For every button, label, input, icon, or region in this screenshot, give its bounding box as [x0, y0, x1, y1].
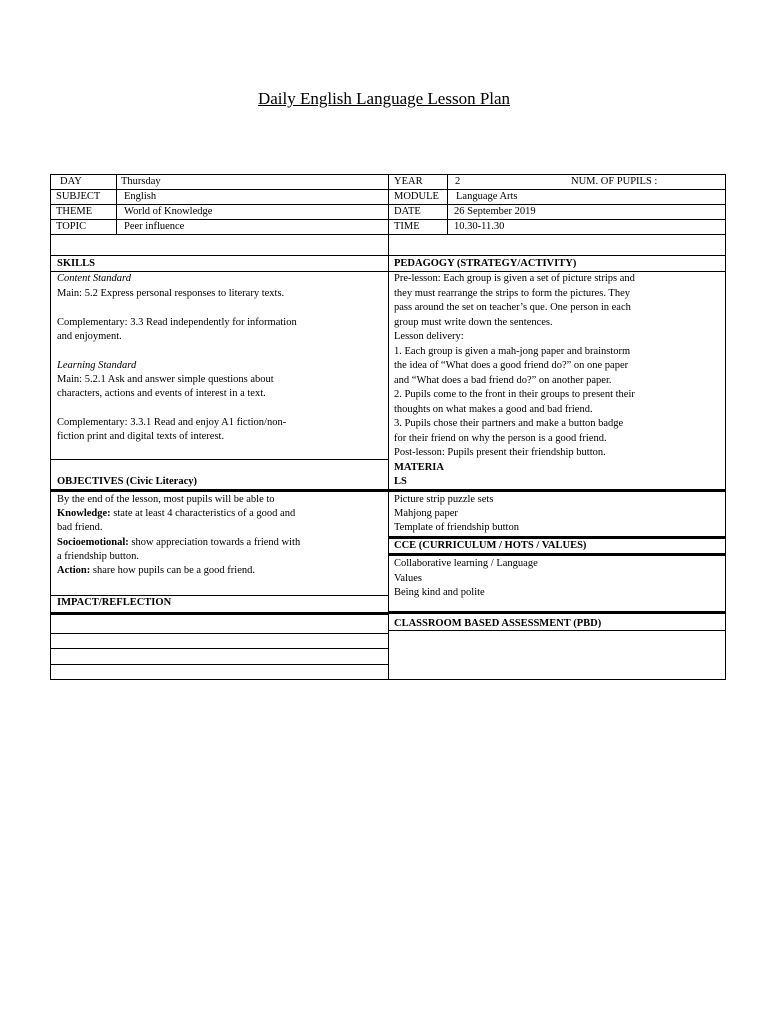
table-rule [50, 633, 388, 634]
objective-knowledge [57, 507, 295, 521]
page-title: Daily English Language Lesson Plan [257, 89, 511, 108]
table-divider [447, 174, 448, 234]
year-value: 2 [455, 176, 461, 187]
learning-comp-line2: fiction print and digital texts of interest. [57, 431, 225, 442]
skills-heading: SKILLS [57, 258, 95, 269]
impact-heading: IMPACT/REFLECTION [57, 597, 172, 608]
assessment-heading: CLASSROOM BASED ASSESSMENT (PBD) [394, 618, 602, 629]
cce-item: Collaborative learning / Language [394, 558, 538, 569]
theme-value: World of Knowledge [124, 206, 213, 217]
materials-item: Mahjong paper [394, 508, 458, 519]
content-main: Main: 5.2 Express personal responses to literary texts. [57, 288, 285, 299]
pupils-label: NUM. OF PUPILS : [571, 176, 658, 187]
pedagogy-line: 2. Pupils come to the front in their groups to present their [394, 389, 635, 400]
date-label: DATE [394, 206, 421, 217]
socio-label: Socioemotional: [57, 537, 129, 548]
time-label: TIME [394, 221, 420, 232]
objective-action [57, 564, 255, 578]
table-border-right [725, 174, 726, 680]
table-divider [388, 174, 389, 680]
content-comp-line2: and enjoyment. [57, 331, 122, 342]
cce-item: Being kind and polite [394, 587, 485, 598]
pedagogy-line: group must write down the sentences. [394, 316, 553, 328]
pedagogy-line: 1. Each group is given a mah-jong paper and brainstorm [394, 345, 631, 357]
module-value: Language Arts [456, 191, 518, 202]
table-rule-thick [388, 553, 725, 556]
content-standard-heading: Content Standard [57, 273, 131, 284]
learning-standard-heading: Learning Standard [57, 360, 137, 371]
pedagogy-line: for their friend on why the person is a good friend. [394, 432, 607, 444]
content-comp-line1: Complementary: 3.3 Read independently for information [57, 317, 297, 328]
day-value: Thursday [121, 176, 161, 187]
theme-label: THEME [56, 206, 93, 217]
objective-socio [57, 536, 300, 550]
pedagogy-line: pass around the set on teacher’s que. One person in each [394, 302, 631, 313]
learning-main-line1: Main: 5.2.1 Ask and answer simple questions about [57, 374, 274, 385]
cce-heading: CCE (CURRICULUM / HOTS / VALUES) [394, 540, 587, 551]
materials-heading-cont: LS [394, 476, 407, 487]
module-label: MODULE [394, 191, 439, 202]
subject-value: English [124, 191, 157, 202]
table-divider [116, 174, 117, 234]
pedagogy-line: Lesson delivery: [394, 331, 464, 342]
pedagogy-line: the idea of “What does a good friend do?” on one paper [394, 360, 629, 371]
table-rule-thick [50, 612, 388, 615]
materials-item: Picture strip puzzle sets [394, 494, 494, 505]
action-label: Action: [57, 565, 91, 576]
table-rule [50, 648, 388, 649]
pedagogy-line: thoughts on what makes a good and bad friend. [394, 403, 593, 415]
pedagogy-line: Pre-lesson: Each group is given a set of picture strips and [394, 273, 635, 284]
objectives-heading: OBJECTIVES (Civic Literacy) [57, 476, 197, 487]
pedagogy-line: 3. Pupils chose their partners and make a button badge [394, 418, 624, 429]
materials-item: Template of friendship button [394, 522, 519, 533]
pedagogy-line: and “What does a bad friend do?” on another paper. [394, 374, 612, 386]
topic-value: Peer influence [124, 221, 185, 232]
pedagogy-heading: PEDAGOGY (STRATEGY/ACTIVITY) [394, 258, 577, 269]
socio-text: show appreciation towards a friend with [128, 537, 301, 548]
table-rule [50, 459, 388, 460]
materials-heading: MATERIA [394, 462, 444, 473]
cce-item: Values [394, 573, 422, 584]
table-rule [50, 664, 388, 665]
objectives-intro: By the end of the lesson, most pupils will be able to [57, 494, 275, 505]
pedagogy-line: Post-lesson: Pupils present their friendship button. [394, 447, 606, 458]
objective-socio-cont: a friendship button. [57, 551, 139, 562]
date-value: 26 September 2019 [454, 206, 536, 217]
pedagogy-line: they must rearrange the strips to form the pictures. They [394, 287, 630, 299]
learning-comp-line1: Complementary: 3.3.1 Read and enjoy A1 fiction/non- [57, 417, 287, 428]
learning-main-line2: characters, actions and events of interest in a text. [57, 388, 266, 399]
action-text: share how pupils can be a good friend. [90, 565, 255, 576]
knowledge-label: Knowledge: [57, 508, 111, 519]
knowledge-text: state at least 4 characteristics of a good and [110, 508, 296, 519]
table-rule-thick [388, 611, 725, 614]
objective-knowledge-cont: bad friend. [57, 522, 103, 533]
day-label: DAY [60, 176, 82, 187]
year-label: YEAR [394, 176, 423, 187]
table-border-left [50, 174, 51, 680]
topic-label: TOPIC [56, 221, 87, 232]
subject-label: SUBJECT [56, 191, 101, 202]
time-value: 10.30-11.30 [454, 221, 505, 232]
